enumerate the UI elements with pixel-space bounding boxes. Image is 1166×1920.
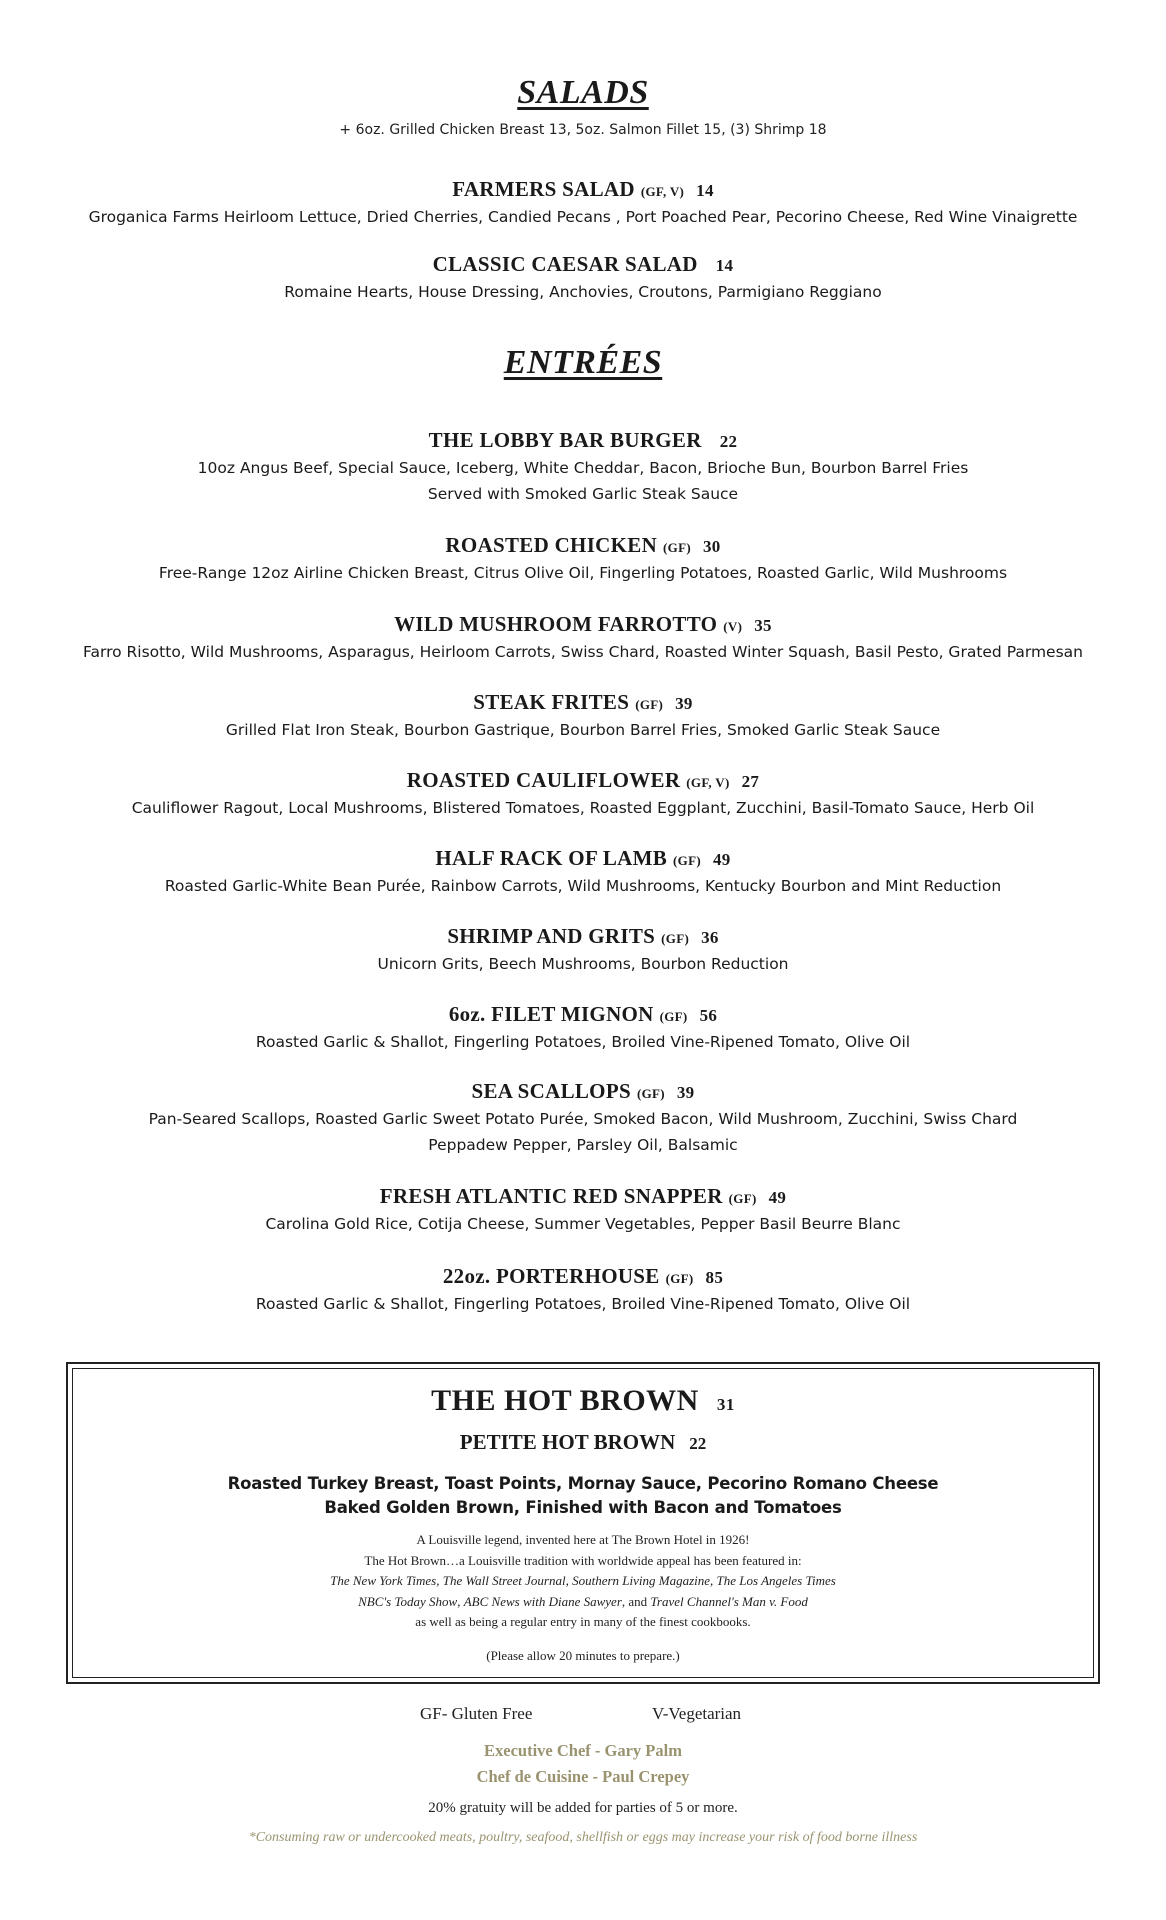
gratuity-note: 20% gratuity will be added for parties of 5 or more. <box>428 1800 738 1816</box>
item-price: 22 <box>719 432 738 451</box>
item-tags: (GF) <box>665 1271 694 1286</box>
prep-time-note: (Please allow 20 minutes to prepare.) <box>486 1648 680 1663</box>
item-price: 39 <box>676 1083 695 1102</box>
item-desc: Farro Risotto, Wild Mushrooms, Asparagus, Heirloom Carrots, Swiss Chard, Roasted Winter Squash, Basil Pesto, Grated Parmesan <box>83 643 1083 661</box>
item-name: CLASSIC CAESAR SALAD <box>432 252 698 276</box>
item-price: 14 <box>715 256 734 275</box>
petite-hot-brown-name: PETITE HOT BROWN <box>459 1430 676 1454</box>
item-price: 27 <box>741 772 760 791</box>
salads-addons: + 6oz. Grilled Chicken Breast 13, 5oz. Salmon Fillet 15, (3) Shrimp 18 <box>339 122 827 138</box>
hot-brown-story <box>68 1530 1098 1633</box>
salads-title: SALADS <box>517 74 649 111</box>
menu-item <box>0 765 1166 821</box>
item-title <box>0 1076 1166 1106</box>
item-price: 85 <box>705 1268 724 1287</box>
petite-hot-brown-price: 22 <box>689 1434 707 1453</box>
menu-item <box>0 999 1166 1055</box>
hot-brown-desc-line: Roasted Turkey Breast, Toast Points, Mornay Sauce, Pecorino Romano Cheese <box>227 1474 939 1493</box>
menu-item <box>0 843 1166 899</box>
chef-de-cuisine: Chef de Cuisine - Paul Crepey <box>476 1767 690 1786</box>
show-nbc: NBC's Today Show <box>358 1593 458 1609</box>
item-tags: (GF) <box>659 1009 688 1024</box>
item-name: ROASTED CHICKEN <box>445 533 658 557</box>
item-title <box>0 1181 1166 1211</box>
hot-brown-title <box>68 1384 1098 1418</box>
item-tags: (GF) <box>635 697 664 712</box>
entrees-title: ENTRÉES <box>503 344 663 381</box>
story-line <box>68 1571 1098 1592</box>
item-title <box>0 530 1166 560</box>
item-title <box>0 425 1166 455</box>
separator: , and <box>621 1593 651 1609</box>
item-price: 56 <box>699 1006 718 1025</box>
menu-item <box>0 921 1166 977</box>
menu-item <box>0 530 1166 586</box>
item-desc: Cauliflower Ragout, Local Mushrooms, Blistered Tomatoes, Roasted Eggplant, Zucchini, Basil-Tomato Sauce, Herb Oil <box>131 799 1035 817</box>
item-price: 14 <box>696 181 714 200</box>
item-tags: (GF, V) <box>686 775 730 790</box>
item-desc: 10oz Angus Beef, Special Sauce, Iceberg, White Cheddar, Bacon, Brioche Bun, Bourbon Barrel Fries <box>197 459 969 477</box>
item-desc: Roasted Garlic-White Bean Purée, Rainbow Carrots, Wild Mushrooms, Kentucky Bourbon and Mint Reduction <box>164 877 1002 895</box>
separator: , <box>457 1593 464 1609</box>
story-line: as well as being a regular entry in many of the finest cookbooks. <box>415 1614 751 1629</box>
hot-brown-box <box>66 1362 1100 1684</box>
item-price: 35 <box>754 616 772 635</box>
item-price: 39 <box>675 694 693 713</box>
item-title <box>0 999 1166 1029</box>
show-travel: Travel Channel's Man v. Food <box>650 1593 808 1609</box>
item-tags: (GF) <box>663 540 691 555</box>
item-name: 6oz. FILET MIGNON <box>448 1002 654 1026</box>
item-desc: Carolina Gold Rice, Cotija Cheese, Summer Vegetables, Pepper Basil Beurre Blanc <box>265 1215 901 1233</box>
item-title <box>0 687 1166 717</box>
item-desc: Grilled Flat Iron Steak, Bourbon Gastrique, Bourbon Barrel Fries, Smoked Garlic Steak Sauce <box>225 721 941 739</box>
item-price: 49 <box>712 850 731 869</box>
item-name: FARMERS SALAD <box>452 177 635 201</box>
menu-item <box>0 174 1166 230</box>
item-desc: Roasted Garlic & Shallot, Fingerling Potatoes, Broiled Vine-Ripened Tomato, Olive Oil <box>255 1033 911 1051</box>
item-title <box>0 765 1166 795</box>
item-tags: (GF) <box>661 931 690 946</box>
item-title <box>0 921 1166 951</box>
menu-item <box>0 249 1166 305</box>
hot-brown-desc-line: Baked Golden Brown, Finished with Bacon and Tomatoes <box>324 1498 842 1517</box>
item-price: 30 <box>702 537 721 556</box>
item-title <box>0 174 1166 204</box>
item-tags: (GF) <box>728 1191 757 1206</box>
item-name: HALF RACK OF LAMB <box>435 846 668 870</box>
menu-item <box>0 1076 1166 1158</box>
item-tags: (GF) <box>636 1086 665 1101</box>
hot-brown-name: THE HOT BROWN <box>431 1384 699 1417</box>
hot-brown-price: 31 <box>716 1395 735 1414</box>
menu-item <box>0 425 1166 507</box>
item-tags: (GF, V) <box>640 184 685 199</box>
item-desc: Groganica Farms Heirloom Lettuce, Dried Cherries, Candied Pecans , Port Poached Pear, Pecorino Cheese, Red Wine Vinaigrette <box>88 208 1078 226</box>
item-desc: Free-Range 12oz Airline Chicken Breast, Citrus Olive Oil, Fingerling Potatoes, Roasted Garlic, Wild Mushrooms <box>158 564 1008 582</box>
item-name: SEA SCALLOPS <box>471 1079 631 1103</box>
item-desc: Served with Smoked Garlic Steak Sauce <box>427 485 739 503</box>
item-desc: Unicorn Grits, Beech Mushrooms, Bourbon Reduction <box>377 955 789 973</box>
story-line: The Hot Brown…a Louisville tradition with worldwide appeal has been featured in: <box>364 1552 802 1568</box>
item-name: WILD MUSHROOM FARROTTO <box>394 612 718 636</box>
item-title <box>0 1261 1166 1291</box>
menu-item <box>0 1181 1166 1237</box>
show-abc: ABC News with Diane Sawyer <box>463 1593 622 1609</box>
executive-chef: Executive Chef - Gary Palm <box>484 1741 682 1760</box>
item-name: THE LOBBY BAR BURGER <box>428 428 702 452</box>
menu-item <box>0 687 1166 743</box>
item-name: STEAK FRITES <box>473 690 630 714</box>
item-desc: Peppadew Pepper, Parsley Oil, Balsamic <box>428 1136 738 1154</box>
item-tags: (GF) <box>673 853 701 868</box>
item-title <box>0 249 1166 279</box>
item-desc: Pan-Seared Scallops, Roasted Garlic Sweet Potato Purée, Smoked Bacon, Wild Mushroom, Zucchini, Swiss Chard <box>148 1110 1018 1128</box>
item-price: 36 <box>701 928 719 947</box>
hot-brown-description <box>68 1472 1098 1520</box>
story-line <box>68 1592 1098 1613</box>
publications: The New York Times, The Wall Street Journal, Southern Living Magazine, The Los Angeles Times <box>330 1573 836 1588</box>
story-line: A Louisville legend, invented here at The Brown Hotel in 1926! <box>416 1532 750 1547</box>
v-legend: V-Vegetarian <box>652 1704 742 1723</box>
item-title <box>0 609 1166 639</box>
item-name: ROASTED CAULIFLOWER <box>406 768 681 792</box>
menu-item <box>0 609 1166 665</box>
gf-legend: GF- Gluten Free <box>420 1704 533 1723</box>
item-price: 49 <box>768 1188 787 1207</box>
item-tags: (V) <box>723 619 743 634</box>
item-title <box>0 843 1166 873</box>
item-name: 22oz. PORTERHOUSE <box>442 1264 660 1288</box>
petite-hot-brown-title <box>68 1430 1098 1455</box>
food-safety-warning: *Consuming raw or undercooked meats, poultry, seafood, shellfish or eggs may increase your risk of food borne illness <box>248 1830 918 1845</box>
menu-item <box>0 1261 1166 1317</box>
item-desc: Roasted Garlic & Shallot, Fingerling Potatoes, Broiled Vine-Ripened Tomato, Olive Oil <box>255 1295 911 1313</box>
item-name: FRESH ATLANTIC RED SNAPPER <box>379 1184 723 1208</box>
item-name: SHRIMP AND GRITS <box>447 924 656 948</box>
item-desc: Romaine Hearts, House Dressing, Anchovies, Croutons, Parmigiano Reggiano <box>284 283 882 301</box>
